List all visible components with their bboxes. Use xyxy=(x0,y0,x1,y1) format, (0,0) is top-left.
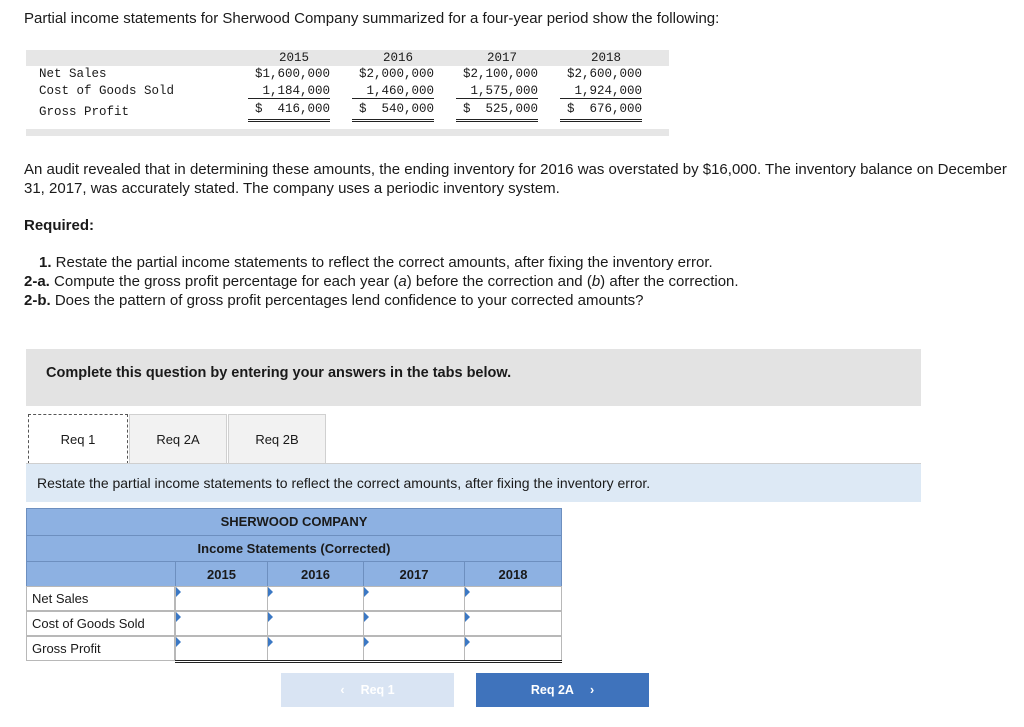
answer-input[interactable] xyxy=(364,637,464,660)
answer-year-2015: 2015 xyxy=(175,561,268,587)
answer-input[interactable] xyxy=(176,587,267,610)
requirement-text: ) before the correction and ( xyxy=(406,273,592,290)
given-value: $ 676,000 xyxy=(566,102,642,116)
required-heading: Required: xyxy=(24,217,95,234)
given-label-net-sales: Net Sales xyxy=(39,67,107,81)
cogs-2015-input[interactable] xyxy=(175,611,268,636)
given-underline xyxy=(560,98,642,99)
audit-paragraph: An audit revealed that in determining these amounts, the ending inventory for 2016 was overstated by $16,000. The inventory balance on December 31, 2017, was accurately stated. The company uses a periodic inventory system. xyxy=(24,161,1007,197)
chevron-left-icon: ‹ xyxy=(340,683,345,697)
given-label-gross-profit: Gross Profit xyxy=(39,105,130,119)
requirement-number: 2-a. xyxy=(24,273,50,290)
answer-year-2016: 2016 xyxy=(267,561,364,587)
answer-title-header: Income Statements (Corrected) xyxy=(26,535,562,562)
given-underline xyxy=(352,98,434,99)
requirement-text: Does the pattern of gross profit percentages lend confidence to your corrected amounts? xyxy=(50,292,644,309)
cogs-2018-input[interactable] xyxy=(464,611,562,636)
tab-req-2a[interactable]: Req 2A xyxy=(129,414,227,464)
requirement-2a xyxy=(24,272,739,291)
given-value: $ 540,000 xyxy=(358,102,434,116)
answer-input[interactable] xyxy=(176,612,267,635)
given-value: 1,184,000 xyxy=(262,84,330,98)
gross-profit-2017-input[interactable] xyxy=(363,636,465,661)
requirement-text: Compute the gross profit percentage for each year ( xyxy=(49,273,399,290)
next-req-button[interactable] xyxy=(476,673,649,707)
answer-input[interactable] xyxy=(364,587,464,610)
given-value: $2,000,000 xyxy=(358,67,434,81)
answer-row-net-sales: Net Sales xyxy=(26,586,175,611)
chevron-right-icon: › xyxy=(589,683,595,697)
net-sales-2018-input[interactable] xyxy=(464,586,562,611)
requirement-number: 2-b. xyxy=(24,292,51,309)
given-label-cogs: Cost of Goods Sold xyxy=(39,84,175,98)
answer-year-2018: 2018 xyxy=(464,561,562,587)
instruction-bar xyxy=(26,464,921,502)
next-req-label: Req 2A xyxy=(530,683,574,697)
requirements-list xyxy=(24,253,739,310)
tab-req-1[interactable]: Req 1 xyxy=(28,414,128,464)
requirement-text: Restate the partial income statements to reflect the correct amounts, after fixing the inventory error. xyxy=(51,254,713,271)
given-year-2017: 2017 xyxy=(486,51,517,65)
given-data-table xyxy=(26,50,669,136)
requirement-number: 1. xyxy=(39,254,52,271)
answer-row-gross-profit: Gross Profit xyxy=(26,636,175,661)
prev-req-button[interactable] xyxy=(281,673,454,707)
given-value: $ 416,000 xyxy=(254,102,330,116)
instruction-text: Restate the partial income statements to reflect the correct amounts, after fixing the inventory error. xyxy=(37,475,651,491)
given-value: 1,924,000 xyxy=(574,84,642,98)
answer-year-2017: 2017 xyxy=(363,561,465,587)
given-footer-band xyxy=(26,129,669,136)
requirement-1 xyxy=(24,253,739,272)
given-year-2016: 2016 xyxy=(382,51,413,65)
tab-req-2b[interactable]: Req 2B xyxy=(228,414,326,464)
intro-text: Partial income statements for Sherwood Company summarized for a four-year period show the following: xyxy=(24,10,720,27)
given-value: $2,600,000 xyxy=(566,67,642,81)
answer-input[interactable] xyxy=(465,637,561,660)
gross-profit-2015-input[interactable] xyxy=(175,636,268,661)
cogs-2017-input[interactable] xyxy=(363,611,465,636)
given-double-underline xyxy=(248,119,330,122)
given-double-underline xyxy=(352,119,434,122)
answer-input[interactable] xyxy=(364,612,464,635)
given-value: $ 525,000 xyxy=(462,102,538,116)
complete-banner xyxy=(26,349,921,406)
net-sales-2017-input[interactable] xyxy=(363,586,465,611)
net-sales-2016-input[interactable] xyxy=(267,586,364,611)
requirement-2b xyxy=(24,291,739,310)
given-underline xyxy=(456,98,538,99)
gross-profit-2016-input[interactable] xyxy=(267,636,364,661)
given-value: $2,100,000 xyxy=(462,67,538,81)
requirement-text: ) after the correction. xyxy=(600,273,739,290)
given-double-underline xyxy=(456,119,538,122)
answer-table xyxy=(26,508,562,663)
answer-input[interactable] xyxy=(268,637,363,660)
answer-company-header: SHERWOOD COMPANY xyxy=(26,508,562,536)
prev-req-label: Req 1 xyxy=(360,683,395,697)
given-value: 1,460,000 xyxy=(366,84,434,98)
given-value: $1,600,000 xyxy=(254,67,330,81)
given-year-2018: 2018 xyxy=(590,51,621,65)
gross-profit-2018-input[interactable] xyxy=(464,636,562,661)
cogs-2016-input[interactable] xyxy=(267,611,364,636)
requirement-text: a xyxy=(398,273,407,290)
requirement-text: b xyxy=(591,273,601,290)
answer-input[interactable] xyxy=(465,587,561,610)
given-year-2015: 2015 xyxy=(278,51,309,65)
net-sales-2015-input[interactable] xyxy=(175,586,268,611)
answer-year-blank xyxy=(26,561,176,587)
answer-input[interactable] xyxy=(176,637,267,660)
answer-input[interactable] xyxy=(465,612,561,635)
given-double-underline xyxy=(560,119,642,122)
answer-input[interactable] xyxy=(268,587,363,610)
complete-banner-text: Complete this question by entering your answers in the tabs below. xyxy=(46,365,512,381)
given-value: 1,575,000 xyxy=(470,84,538,98)
given-underline xyxy=(248,98,330,99)
answer-row-cogs: Cost of Goods Sold xyxy=(26,611,175,636)
answer-input[interactable] xyxy=(268,612,363,635)
gross-profit-double-underline xyxy=(175,660,562,663)
